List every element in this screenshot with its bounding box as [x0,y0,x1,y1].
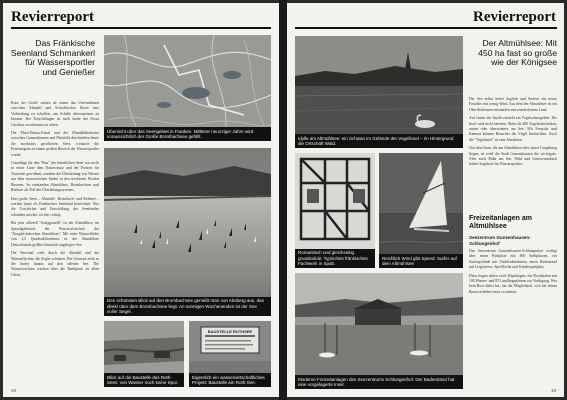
page-header: Revierreport [473,9,557,25]
timber-house-photo [295,153,375,268]
body-paragraph: Auf einem der Inseln entsteht ein Vogelschutzgebiet. Die Insel wird nicht betreten. Mehr als 200 Vogelarten brüten, rasten oder überwintern am See. Mit Fernrohr und Kamera können Besucher die Vögel beobachten. Auch die "Vogelinsel" ist eine Attraktion. [469,116,557,142]
photo-caption: Blick auf die Baustelle des Roth-Sees: von Wasser noch keine Spur. [104,373,184,387]
body-paragraph: Der Main-Donau-Kanal und der Altmühlüberleiter zwischen Gunzenhausen und Pleinfeld durchziehen heute die nordwärts gerichteten Seen, wodurch die Ferienregion zu einem großen Bereich der Wassersportler wurde. [11,131,99,157]
photo-caption: Den schönsten Blick auf den Brombachsee genießt man von Absberg aus, das direkt über dem Brombachsee liegt. An sonnigen Wochenenden ist der See voller Segel. [104,297,271,317]
section-subhead: Freizeitanlagen am Altmühlsee [469,215,533,230]
page-number: 18 [11,388,17,393]
magazine-spine [279,0,287,400]
header-rule [295,27,557,29]
construction-sign-photo [189,321,271,387]
lake-sailboats-photo [104,148,271,316]
windsurfer-graphic [379,153,463,268]
harbor-photo [295,273,463,389]
body-text-column-2 [469,249,557,381]
body-paragraph: Der See selbst bietet Seglern und Surfern ein neues Paradies mit wenig Wind. Aus dem der Altmühlsee ist ein Oberflächensee entstanden mit wunderbarem Land. [469,97,557,112]
sign-graphic [189,321,271,361]
photo-caption: Romantisch und gleichzeitig grundsolide: Typisches fränkisches Fachwerk in Spalt. [295,249,375,269]
header-rule [11,27,271,29]
swan-photo [295,36,463,148]
page-number: 19 [550,388,556,393]
section-subsubhead: Seezentrum Gunzenhausen-Schlungenhof [469,235,531,246]
photo-caption: Reichlich Wind gibt Speed: Surfer auf dem Altmühlsee [379,254,463,268]
left-page [3,3,279,397]
body-paragraph: Das Seezentrum Gunzenhausen-Schlungenhof verfügt über einen Parkplatz mit 800 Stellplätzen, ein Surfergelände mit Umkleidekabinen, einen Badestrand mit Liegewiese, Spielfläche und Kinderspielplatz. [469,249,557,270]
photo-caption: Moderne Freizeitanlagen des Seezentrums Schlungenhof. Der Badestrand hat eine vorgelagerte Insel. [295,375,463,389]
body-text-column [469,97,557,205]
swan-graphic [295,36,463,148]
lake-graphic [104,148,271,316]
photo-caption: Idylle am Altmühlsee: ein Schwan im Gelände der Vogelinsel – im Hintergrund die Ortschaft Wald. [295,134,463,148]
body-paragraph: Bis jetzt offiziell "fertiggestellt" ist der Altmühlsee, im Sprachgebrauch der Wasserwirtschaft der "Ausgleichsbecken Altmühlsee". Mit einer Wasserfläche von 4,5 Quadratkilometern ist der Altmühlsee Deutschlands größter künstlich angelegter See. [11,221,99,247]
right-page [287,3,564,397]
harbor-graphic [295,273,463,389]
body-paragraph: Kurz der Große starten ab einem das Unternehmen zwischen Altmühl und Schwäbischer Rezat eine Verbindung zu schaffen, um Schiffe überzusetzen zu können. Bei Treuchtlingen ist noch heute der Fossa Carolina zu erkennen zu sehen. [11,101,99,127]
page-header: Revierreport [11,9,95,25]
article-headline: Das Fränkische Seenland Schmankerl für Wassersportler und Genießer [10,38,95,77]
body-text-column [11,101,99,379]
map-graphic [104,35,271,141]
windsurfer-photo [379,153,463,268]
body-paragraph: Der Seewind weht durch die Altmühl und die Wiesenflächen, die Segler schätzen. Bei Ostwind zieht es die Surfer hinaus auf den offenen See. Die Wasserwachten wachen über die Badegäste an allen Ufern. [11,251,99,277]
sign-text: BAUSTELLE ROTHSEE [207,329,253,334]
photo-caption: Eigentlich ein wasserwirtschaftliches Projekt: Baustelle am Roth-See. [189,373,271,387]
article-headline: Der Altmühlsee: Mit 450 ha fast so große wie der Königsee [478,38,557,68]
map-photo [104,35,271,141]
body-paragraph: Von den Orten, die am Altmühlsee oder seiner Umgebung liegen, ist wohl die Stadt Gunzenhausen die wichtigste. Aber auch Muhr am See, Wald und Unterwurmbach haben Angebote für Wassersportler. [469,146,557,167]
body-paragraph: Drei große Seen – Altmühl-, Brombach- und Rothsee – werden heute als Fränkisches Seenland bezeichnet. Wer die Geschichte und Entwicklung des Seenlandes erkunden möchte, ist hier richtig. [11,196,99,217]
body-paragraph: Grundlage für den "Bau" der künstlichen Seen war nicht in erster Linie dem Naturschutz und der Freizeit für Touristen gewidmet, sondern der Überleitung von Wasser aus dem wasserreichen Süden in den trockenen Norden Bayerns. So entstanden Altmühlsee, Brombachsee und Rothsee als Teil des Überleitungssystems. [11,161,99,193]
construction-site-photo [104,321,184,387]
body-paragraph: Dazu liegen neben zwei Slipanlagen, ein Bootshafen mit 100 Wasser- und 85 Landliegeplätzen zur Verfügung. Wer kein Boot dabei hat, hat die Möglichkeit, sich bei einem Bootsverleiher eines zu mieten. [469,273,557,294]
photo-caption: Übersicht über das Seengebiet in Franken. Mittlerer neunziger Jahre wird voraussichtlich der Große Brombachsee gefüllt. [104,127,271,141]
